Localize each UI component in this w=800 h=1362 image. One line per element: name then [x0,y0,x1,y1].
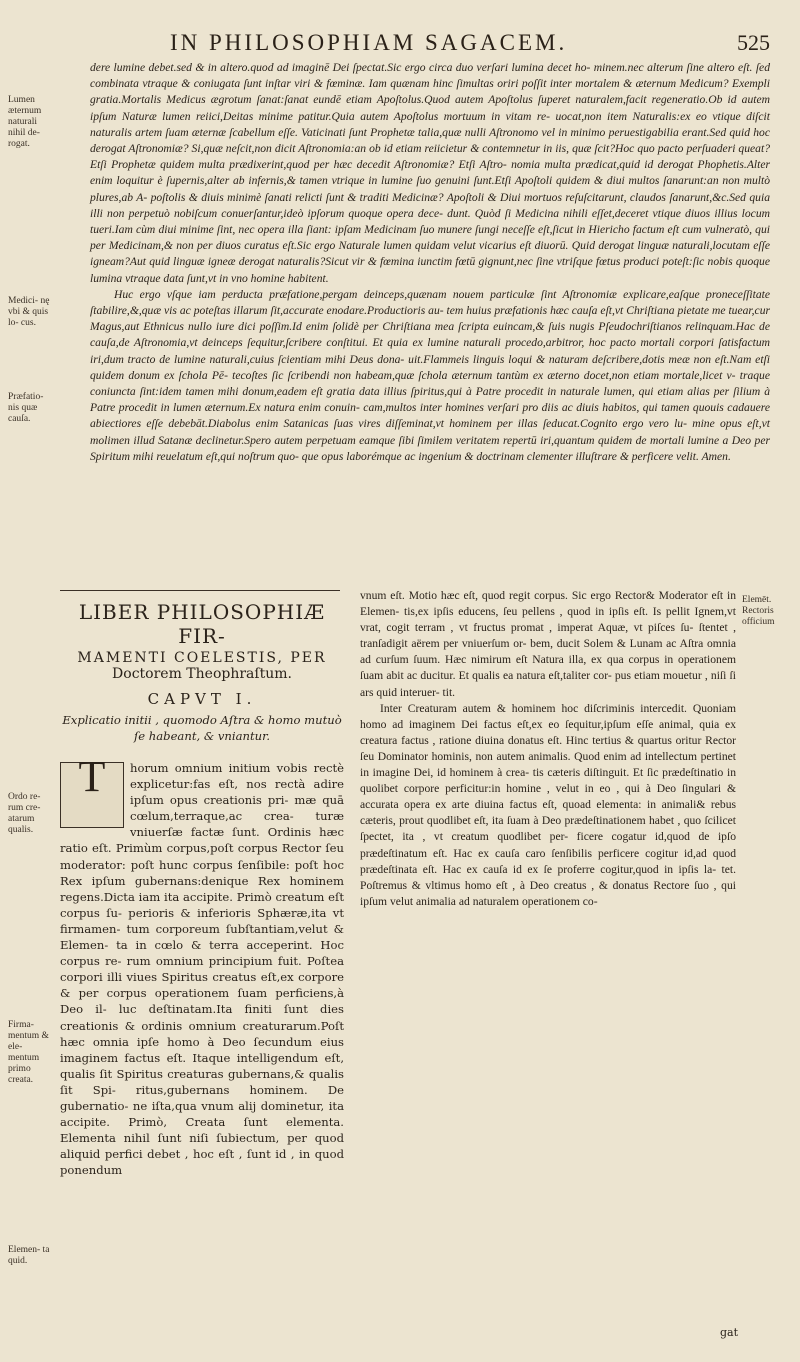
left-column-text [60,752,344,1178]
section-rule [60,590,340,591]
right-column-paragraph-1: vnum eſt. Motio hæc eſt, quod regit corpus. Sic ergo Rector& Moderator eſt in Elemen- tis,ex ipſis educens, ſeu pellens , quod in ipſis eſt. Is pellit Ignem,vt vrat, cogit terram , vt fructus promat , imperat Aquæ, vt piſces ſu- ſtentet , tranſadigit aërem per vniuerſum or- bem, ducit Solem & Lunam ac Aſtra omnia ad curſum ſuum. Hæc nimirum eſt Natura illa, ex qua corpus in operationem ſuam abit ac ducitur. Et qualis ea natura eſt,taliter cor- pus etiam mouetur , niſi ſi ars quid interuer- tit. [360,589,736,699]
margin-note-praefatio: Præfatio- nis quæ cauſa. [8,392,44,424]
margin-note-elemet: Elemēt. Rectoris officium [742,595,775,627]
book-title-line-2: MAMENTI COELESTIS, PER [77,650,327,666]
margin-note-medici: Medici- nę vbi & quis lo- cus. [8,296,50,328]
chapter-heading: CAPVT I. [147,690,257,708]
margin-note-ordo: Ordo re- rum cre- atarum qualis. [8,792,41,835]
preface-paragraph-2: Huc ergo vſque iam perducta præfatione,pergam deinceps,quænam nouem particulæ ſint Aſtronomiæ explicare,eaſque proneceſſitate ſtabilire,&,quæ vis ac poteſtas illarum ſit,accurate enodare.Productioris au- tem huius præfationis hæc cauſa eſt,vt Chriſtiana pietate me tuear,cur Magus,aut Ethnicus nullo iure dici poſſim.Id enim ſolidè per Chriſtiana mea ſcripta euincam,& ſuis nugis Pſeudochriſtianos relinquam.Hac de cauſa,de Aſtronomia,vt deinceps ſequitur,ſcribere conſtitui. Et quia ex lumine naturali procedo,arbitror, hoc pacto mortali corpori ſatisfactum iri,dum tracto de lumine naturali,cuius ſcientiam mihi Deus dona- uit.Flammeis linguis loqui & naturam deſcribere,dotis meæ non eſt.Nam etſi quidem donum ex ſchola Pē- tecoſtes ſic ſcribendi non habeam,quæ ſchola æternum tantùm ex æterno docet,non etiam mortale,licet v- traque coniuncta ſint:idem tamen mihi donum,eadem eſt gratia data illius ſpiritus,qui à Patre procedit in naturale lumen, qui etiam alias per ſilium à Patre procedit in lumen æternum.Ex natura enim conuin- cam,multos inter homines verſari pro diis ac diuis habitos, qui tamen quouis cadauere abiectiores eſſe debebāt.Diabolus enim Satanicas ſuas vires diſſeminat,vt hominem per illas ſeducat.Cognito ergo vero lu- mine opus eſt,vt molimen illud Satanæ declinetur.Spero autem perpetuam eamque ſibi ſimilem veritatem repertū iri,quantum quidem de mortali lumine a Deo per Spiritum mihi reuelatum eſt,qui noſtrum quo- que opus laborémque ac ingenium & doctrinam clementer illuſtrare & perficere velit. Amen. [90,287,770,463]
right-column-text [360,588,736,910]
book-title [60,600,344,682]
dropcap-initial [60,752,124,828]
catchword: gat [719,1326,738,1339]
page-header [160,30,770,58]
margin-note-lumen: Lumen æternum naturali nihil de- rogat. [8,95,42,149]
preface-text [90,60,770,465]
book-title-line-1: LIBER PHILOSOPHIÆ FIR- [78,600,326,648]
margin-note-elemen: Elemen- ta quid. [8,1245,50,1266]
preface-paragraph-1: dere lumine debet.sed & in altero.quod ad imaginē Dei ſpectat.Sic ergo circa duo verſari lumina decet ho- minem.nec alterum ſine altero eſt. ſed combinata vtraque & coniugata ſunt inſtar viri & fœminæ. Iam quænam hinc ſimultas oriri poſſit inter mortalem & æternum Medicum? Exempli gratia.Mortalis Medicus ægrotum ſanat:ſanat eundē etiam Apoſtolus.Quod autem Apoſtolus ſuperet naturalem,facit regeneratio.Ob id autem ipſum Naturæ lumen reiici,Deitas minime patitur.Quia autem Apoſtolus mortuum in vitam re- uocat,non item Naturalis:ex eo vtique diſcit naturalis artem ſuam æternæ ſcabellum eſſe. Vaticinati ſunt Prophetæ talia,quæ nulli Aſtronomo vel in minimo peruestigabilia erant.Sed quid hoc derogat Aſtronomiæ? Si,quæ neſcit,non dicit Aſtronomia:an ob id etiam reiicietur & contemnetur in iis, quæ ſcit?Hoc quo pacto perſuaderi queat?Etſi Prophetæ quidem multa prædixerint,quod per hæc decedit Aſtronomiæ? Etſi Aſtro- nomia multa prædicat,quid id derogat Phophetis.Alter enim loquitur è ſupernis,alter ab infernis,& tamen vtrique in lumine ſuo genuini ſunt.Etſi Apoſtoli quidem & diui multos ſanarunt:an non multò plures,ab A- poſtolis & diuis minimè ſanati relicti ſunt & traditi Medicinæ? Apoſtoli & Diui mortuos reſuſcitarunt, claudos ſanarunt,&c.Sed quia illi non perpetuò nobiſcum conuerſantur,ideò ipſorum quoque opera dece- dunt. Quòd ſi Medicina nihili eſſet,deceret vtique diuos illius locum tueri.Iam cùm diui minime ſint, nec opera illa ſiant: ipſam Medicinam ſuo munere ſungi neceſſe eſt,ſicut in Hiericho factum eſt cum vulneratò, qui per Medicinam,& non per diuos curatus eſt.Sic ergo Naturale lumen quidam velut vicarius eſt diuorū. Quid derogat linguæ naturali,locutam eſſe igneam?Aut quid linguæ igneæ derogat naturalis?Sicut vir & fœmina iunctim fœtū gignunt,nec ſine vtriſque fœtus produci poteſt:ſic nobis quoque lumina vtraque data ſunt,vt in vno homine habitent. [90,61,770,285]
right-column-paragraph-2: Inter Creaturam autem & hominem hoc diſcriminis intercedit. Quoniam homo ad imaginem Dei factus eſt,ex eo ſequitur,ipſum eſſe animal, quia ex creatura factus , ratione diuina donatus eſt. Hinc tertius & quartus oritur Rector ſeu Dominator hominis, non autem animalis. Quod enim ad intellectum pertinet in imagine Dei, id hominem à crea- tis cæteris diſtinguit. Et ſic prædeſtinatio in quolibet corpore perficitur:in homine , velut in eo , qui à Deo ſingulari & accurata opera ex arte diuina factus eſt, quoad elementa: in animali& rebus cæteris, prout quodlibet eſt, ita ſuam à Deo prædeſtinationem habet , quo ſcilicet ſpectet, ita , vt creatum quodlibet per- ficere cogatur id,quod de ipſo prædeſtinatum eſt. Hac ex cauſa caro ſenſibilis perficere cogitur id,ad quod prædeſtinata eſt. Hac ex cauſa id ex ſe proferre cogitur,quod in ipſis la- tet. Poſtremus & vltimus homo eſt , à Deo creatus , & donatus Rectore ſuo , qui ipſum velut animalia ad naturalem operationem co- [360,701,736,908]
dropcap-letter: T [78,752,106,801]
page-number: 525 [737,30,770,55]
running-title: IN PHILOSOPHIAM SAGACEM. [170,30,568,55]
book-title-line-3: Doctorem Theophraſtum. [112,666,292,682]
chapter-description: Explicatio initii , quomodo Aſtra & homo mutuò ſe habeant, & vniantur. [62,713,342,743]
left-column-body: horum omnium initium vobis rectè explicetur:fas eſt, nos rectà adire ipſum opus creationis pri- mæ quā cœlum,terraque,ac crea- turæ vniuerſæ factæ ſunt. Ordinis hæc ratio eſt. Primùm corpus,poſt corpus Rector ſeu moderator: poſt hunc corpus ſenſibile: poſt hoc Rex ipſum gubernans:denique Rex hominem regens.Dicta iam ita accipite. Primò creatum eſt corpus ſu- perioris & inferioris Sphæræ,ita vt firmamen- tum corporeum ſubſtantiam,velut & Elemen- ta in cœlo & terra acceperint. Hoc corpus re- rum omnium principium fuit. Poſtea corpori illi viues Spiritus creatus eſt,ex corpore & per corpus operationem ſuam perficiens,à Deo il- luc deſtinatam.Ita finiti ſunt dies creationis & ordinis omnium creaturarum.Poſt hæc omnia ipſe homo à Deo ſecundum eius imaginem factus eſt. Itaque intelligendum eſt, qualis ſit Spiritus creaturas gubernans,& qualis ſit Spi- ritus,gubernans hominem. De gubernatio- ne iſta,qua vnum alij dominetur, ita accipite. Primò, Creata ſunt elementa. Elementa nihil ſunt niſi ſubiectum, per quod aliquid perfici debet , hoc eſt , ſunt id , in quod ponendum [60,761,344,1178]
margin-note-firma: Firma- mentum & ele- mentum primo creata. [8,1020,49,1085]
